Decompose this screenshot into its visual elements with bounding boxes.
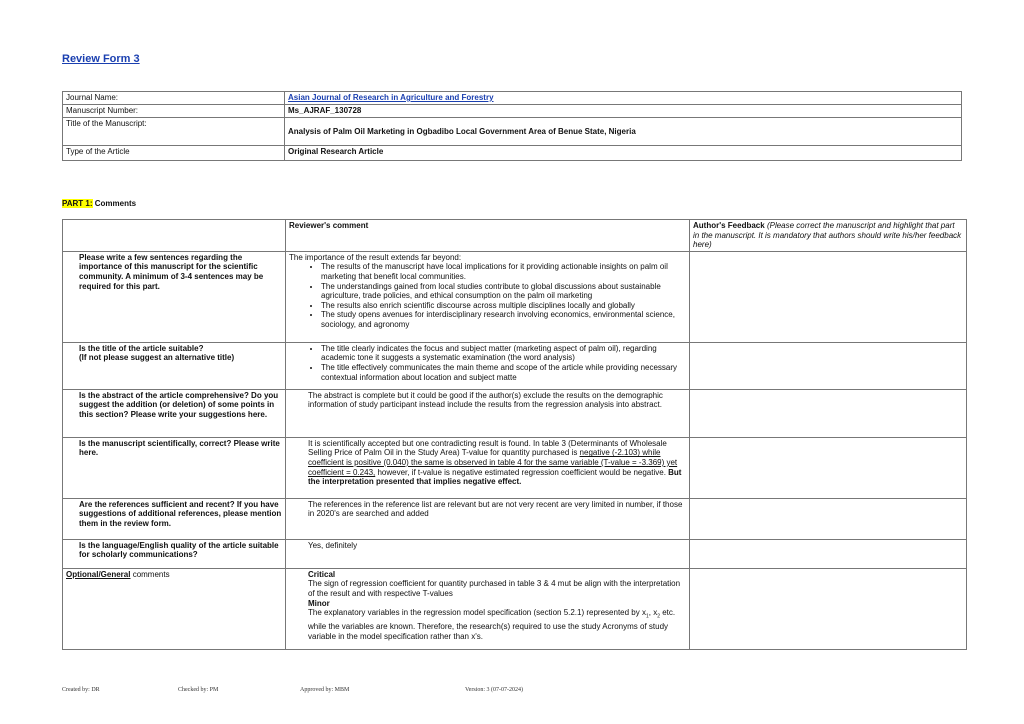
optional-label: Optional/General comments [63, 568, 286, 649]
info-row-title [63, 118, 962, 146]
reviewer-comment: Critical The sign of regression coefficient for quantity purchased in table 3 & 4 mut be align with the interpretation of the result and with respective T-values Minor The explanatory variables in the regression model specification (section 5.2.1) represented by $x_1$, $x_2$ etc. while the variables are known. Therefore, the research(s) required to use the study Acronyms of study variable in the model specification rather than x's. [286, 568, 690, 649]
footer-approved: Approved by: MBM [300, 687, 350, 693]
comments-table [62, 219, 967, 650]
table-row: Please write a few sentences regarding the importance of this manuscript for the scientific community. A minimum of 3-4 sentences may be required for this part. The importance of the result extends far beyond: • The results of the manuscript have local implications for it providing actionable insights on palm oil marketing that benefit local communities. • The understandings gained from local studies contribute to global discussions about sustainable agriculture, trade policies, and ethical consumption on the palm oil marketing • The results also enrich scientific discourse across multiple disciplines locally and globally • The study opens avenues for interdisciplinary research involving economics, environmental science, sociology, and agronomy [63, 251, 967, 342]
info-row-journal [63, 92, 962, 105]
part1-heading: PART 1: Comments [62, 199, 137, 208]
footer-version: Version: 3 (07-07-2024) [465, 687, 523, 693]
table-row: Is the title of the article suitable? (If not please suggest an alternative title) • The title clearly indicates the focus and subject matter (marketing aspect of palm oil), regarding academic tone it suggests a systematic examination (the word analysis) • The title effectively communicates the main theme and scope of the article while providing necessary contextual information about location and subject matte [63, 342, 967, 389]
reviewer-comment: The importance of the result extends far beyond: • The results of the manuscript have local implications for it providing actionable insights on palm oil marketing that benefit local communities. • The understandings gained from local studies contribute to global discussions about sustainable agriculture, trade policies, and ethical consumption on the palm oil marketing • The results also enrich scientific discourse across multiple disciplines locally and globally • The study opens avenues for interdisciplinary research involving economics, environmental science, sociology, and agronomy [286, 251, 690, 342]
author-feedback-cell[interactable] [690, 437, 967, 498]
value: Ms_AJRAF_130728 [285, 105, 962, 118]
header-row [63, 220, 967, 252]
info-row-number [63, 105, 962, 118]
reviewer-comment: The references in the reference list are relevant but are not very recent are very limited in number, if those in 2020's are searched and added [286, 498, 690, 539]
author-feedback-cell[interactable] [690, 498, 967, 539]
value: Original Research Article [285, 146, 962, 161]
manuscript-info-table [62, 91, 962, 161]
footer-created: Created by: DR [62, 687, 100, 693]
form-title: Review Form 3 [62, 53, 140, 65]
author-feedback-cell[interactable] [690, 342, 967, 389]
footer-checked: Checked by: PM [178, 687, 219, 693]
author-feedback-cell[interactable] [690, 539, 967, 568]
table-row: Are the references sufficient and recent? If you have suggestions of additional references, please mention them in the review form. The references in the reference list are relevant but are not very recent are very limited in number, if those in 2020's are searched and added [63, 498, 967, 539]
reviewer-comment: The abstract is complete but it could be good if the author(s) exclude the results on the demographic information of study participant instead include the results from the regression analysis into abstract. [286, 389, 690, 437]
author-feedback-cell[interactable] [690, 389, 967, 437]
author-feedback-cell[interactable] [690, 568, 967, 649]
label: Title of the Manuscript: [63, 118, 285, 146]
label: Journal Name: [63, 92, 285, 105]
label: Manuscript Number: [63, 105, 285, 118]
label: Type of the Article [63, 146, 285, 161]
reviewer-comment-header: Reviewer's comment [286, 220, 690, 252]
reviewer-comment: It is scientifically accepted but one contradicting result is found. In table 3 (Determinants of Wholesale Selling Price of Palm Oil in the Study Area) T-value for quantity purchased is negative (-2.103) while coefficient is positive (0.040) the same is observed in table 4 for the same variable (T-value = -3.369) yet coefficient = 0.243, however, if t-value is negative estimated regression coefficient would be negative. But the interpretation presented that implies negative effect. [286, 437, 690, 498]
optional-comments-row [63, 568, 967, 649]
reviewer-comment: • The title clearly indicates the focus and subject matter (marketing aspect of palm oil), regarding academic tone it suggests a systematic examination (the word analysis) • The title effectively communicates the main theme and scope of the article while providing necessary contextual information about location and subject matte [286, 342, 690, 389]
table-row: Is the language/English quality of the article suitable for scholarly communications? Yes, definitely [63, 539, 967, 568]
author-feedback-header: Author's Feedback (Please correct the manuscript and highlight that part in the manuscript. It is mandatory that authors should write his/her feedback here) [690, 220, 967, 252]
value: Analysis of Palm Oil Marketing in Ogbadibo Local Government Area of Benue State, Nigeria [285, 118, 962, 146]
journal-link[interactable]: Asian Journal of Research in Agriculture and Forestry [288, 93, 494, 102]
author-feedback-cell[interactable] [690, 251, 967, 342]
reviewer-comment: Yes, definitely [286, 539, 690, 568]
info-row-type [63, 146, 962, 161]
table-row: Is the manuscript scientifically, correct? Please write here. It is scientifically accepted but one contradicting result is found. In table 3 (Determinants of Wholesale Selling Price of Palm Oil in the Study Area) T-value for quantity purchased is negative (-2.103) while coefficient is positive (0.040) the same is observed in table 4 for the same variable (T-value = -3.369) yet coefficient = 0.243, however, if t-value is negative estimated regression coefficient would be negative. But the interpretation presented that implies negative effect. [63, 437, 967, 498]
table-row: Is the abstract of the article comprehensive? Do you suggest the addition (or deletion) of some points in this section? Please write your suggestions here. The abstract is complete but it could be good if the author(s) exclude the results on the demographic information of study participant instead include the results from the regression analysis into abstract. [63, 389, 967, 437]
